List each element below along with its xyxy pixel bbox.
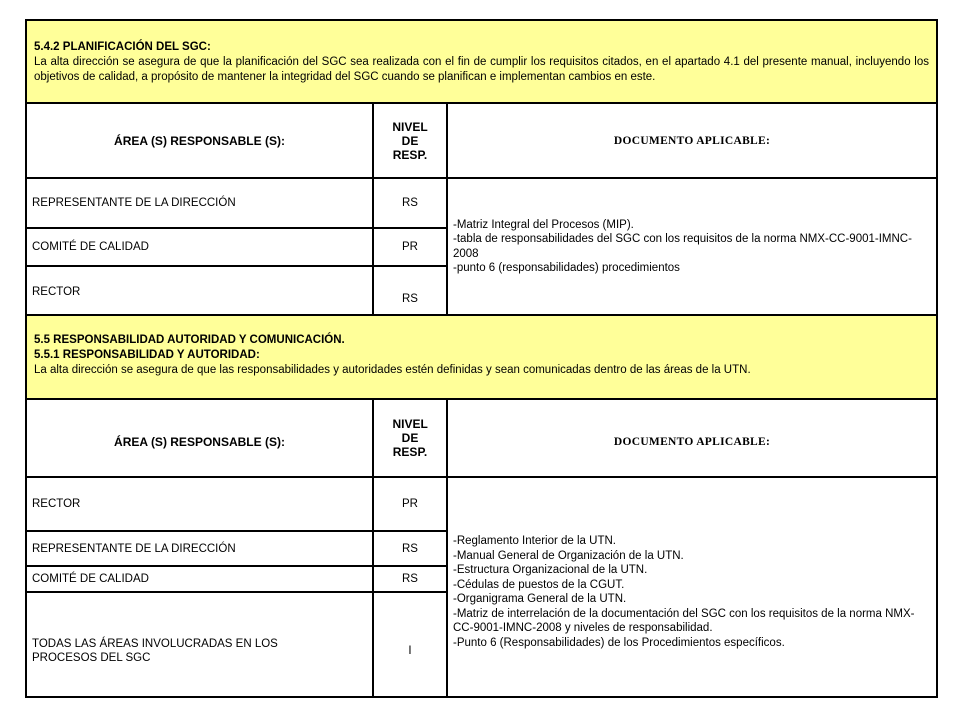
- document-list: [446, 476, 938, 698]
- section-title: 5.5 RESPONSABILIDAD AUTORIDAD Y COMUNICACIÓN.: [34, 334, 345, 346]
- table-row-area: REPRESENTANTE DE LA DIRECCIÓN: [25, 177, 374, 229]
- table-row-nivel: RS: [372, 265, 448, 316]
- table-row-area: REPRESENTANTE DE LA DIRECCIÓN: [25, 530, 374, 567]
- section-subtitle: 5.5.1 RESPONSABILIDAD Y AUTORIDAD:: [34, 349, 260, 361]
- section-title: 5.4.2 PLANIFICACIÓN DEL SGC:: [34, 41, 211, 53]
- table-row-nivel: I: [372, 591, 448, 698]
- header-documento: DOCUMENTO APLICABLE:: [446, 102, 938, 179]
- section-planificacion: [25, 19, 938, 104]
- list-item: -Organigrama General de la UTN.: [453, 593, 627, 605]
- section-body: La alta dirección se asegura de que la planificación del SGC sea realizada con el fin de cumplir los requisitos citados, en el apartado 4.1 del presente manual, incluyendo los objetivos de calidad, a propósito de mantener la integridad del SGC cuando se planifican e implementan cambios en este.: [34, 56, 929, 83]
- header-nivel: NIVEL DE RESP.: [372, 102, 448, 179]
- table-row-nivel: RS: [372, 565, 448, 593]
- table-row-nivel: PR: [372, 227, 448, 267]
- list-item: -Estructura Organizacional de la UTN.: [453, 564, 648, 576]
- table-row-nivel: RS: [372, 530, 448, 567]
- document-list: [446, 177, 938, 316]
- table-row-nivel: RS: [372, 177, 448, 229]
- list-item: -Matriz de interrelación de la documentación del SGC con los requisitos de la norma NMX-CC-9001-IMNC-2008 y niveles de responsabilidad.: [453, 607, 915, 634]
- section-responsabilidad: [25, 314, 938, 400]
- section-body: La alta dirección se asegura de que las responsabilidades y autoridades estén definidas y sean comunicadas dentro de las áreas de la UTN.: [34, 364, 751, 376]
- table-row-nivel: PR: [372, 476, 448, 532]
- list-item: -Punto 6 (Responsabilidades) de los Procedimientos específicos.: [453, 636, 785, 649]
- table-row-area: COMITÉ DE CALIDAD: [25, 227, 374, 267]
- list-item: -Manual General de Organización de la UTN.: [453, 549, 684, 562]
- table-row-area: TODAS LAS ÁREAS INVOLUCRADAS EN LOS PROCESOS DEL SGC: [25, 591, 374, 698]
- header-nivel: NIVEL DE RESP.: [372, 398, 448, 478]
- table-row-area: COMITÉ DE CALIDAD: [25, 565, 374, 593]
- list-item: -Cédulas de puestos de la CGUT.: [453, 578, 625, 591]
- list-item: -Reglamento Interior de la UTN.: [453, 535, 616, 547]
- header-area: ÁREA (S) RESPONSABLE (S):: [25, 398, 374, 478]
- list-item: -Matriz Integral del Procesos (MIP).: [453, 218, 634, 231]
- list-item: -punto 6 (responsabilidades) procedimientos: [453, 262, 680, 274]
- list-item: -tabla de responsabilidades del SGC con los requisitos de la norma NMX-CC-9001-IMNC-2008: [453, 233, 912, 260]
- table-row-area: RECTOR: [25, 265, 374, 316]
- header-documento: DOCUMENTO APLICABLE:: [446, 398, 938, 478]
- table-row-area: RECTOR: [25, 476, 374, 532]
- header-area: ÁREA (S) RESPONSABLE (S):: [25, 102, 374, 179]
